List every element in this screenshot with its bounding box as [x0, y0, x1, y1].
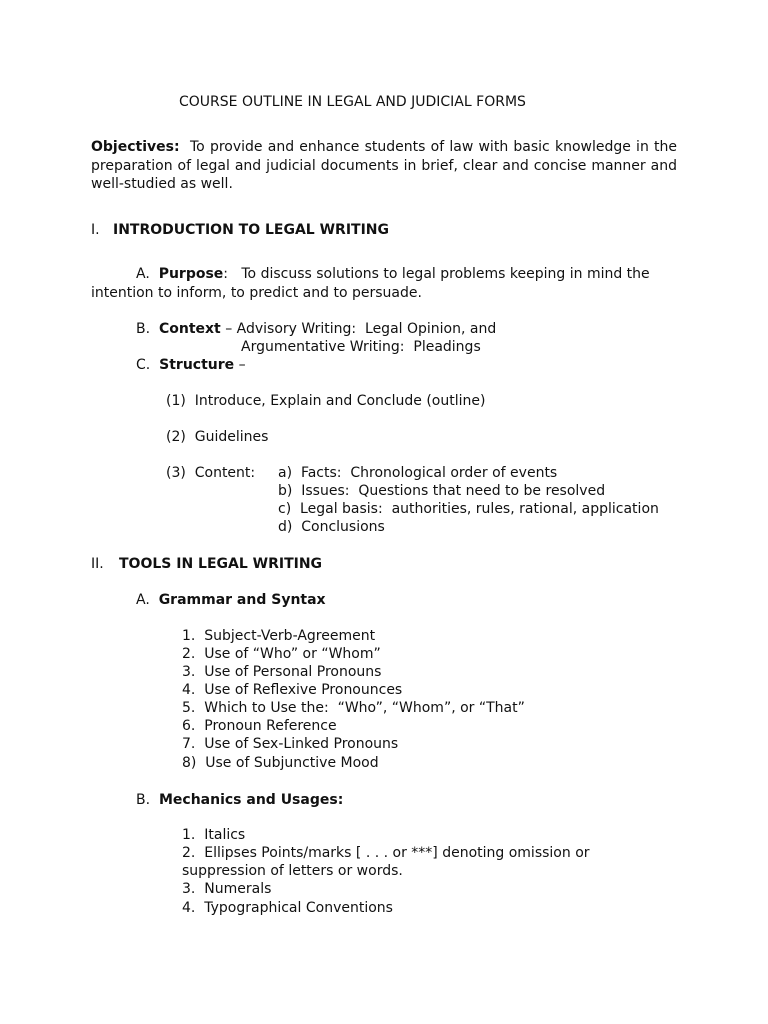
grammar-item: 6. Pronoun Reference [182, 718, 337, 734]
purpose-text-continued: intention to inform, to predict and to persuade. [91, 285, 422, 301]
grammar-item: 8) Use of Subjunctive Mood [182, 755, 379, 771]
grammar-item: 5. Which to Use the: “Who”, “Whom”, or “That” [182, 700, 525, 716]
grammar-item: 7. Use of Sex-Linked Pronouns [182, 736, 399, 752]
grammar-item: 3. Use of Personal Pronouns [182, 664, 382, 680]
mechanics-item-1: 1. Italics [182, 827, 246, 843]
grammar-item: 1. Subject-Verb-Agreement [182, 628, 376, 644]
structure-item-3-label: (3) Content: [166, 465, 256, 481]
grammar-line [136, 591, 326, 609]
purpose-text: To discuss solutions to legal problems keeping in mind the [241, 266, 650, 282]
context-marker: B. [136, 321, 151, 337]
mechanics-marker: B. [136, 792, 151, 808]
mechanics-item-2-continued: suppression of letters or words. [182, 863, 403, 879]
context-line-1: Advisory Writing: Legal Opinion, and [236, 321, 497, 337]
context-line [136, 320, 496, 338]
grammar-marker: A. [136, 592, 150, 608]
context-line-2: Argumentative Writing: Pleadings [241, 339, 481, 355]
section-1-numeral: I. [91, 222, 100, 238]
context-dash: – [225, 321, 233, 337]
structure-line [136, 356, 246, 374]
structure-item-2: (2) Guidelines [166, 429, 269, 445]
page-title: COURSE OUTLINE IN LEGAL AND JUDICIAL FORMS [179, 94, 526, 110]
context-label: Context [158, 321, 221, 337]
objectives-paragraph [91, 138, 677, 194]
objectives-label: Objectives: [91, 139, 180, 155]
content-item: c) Legal basis: authorities, rules, rational, application [278, 501, 659, 517]
purpose-label: Purpose [158, 266, 224, 282]
purpose-colon: : [223, 266, 229, 282]
mechanics-line [136, 791, 343, 809]
mechanics-item-4: 4. Typographical Conventions [182, 900, 393, 916]
content-item: a) Facts: Chronological order of events [278, 465, 558, 481]
grammar-item: 2. Use of “Who” or “Whom” [182, 646, 381, 662]
structure-marker: C. [136, 357, 151, 373]
structure-item-1: (1) Introduce, Explain and Conclude (outline) [166, 393, 486, 409]
purpose-marker: A. [136, 266, 150, 282]
content-item: b) Issues: Questions that need to be resolved [278, 483, 606, 499]
mechanics-label: Mechanics and Usages: [158, 792, 344, 808]
section-2-heading: TOOLS IN LEGAL WRITING [119, 556, 323, 572]
content-item: d) Conclusions [278, 519, 385, 535]
structure-label: Structure [159, 357, 235, 373]
mechanics-item-3: 3. Numerals [182, 881, 272, 897]
section-2-numeral: II. [91, 556, 104, 572]
section-1-heading: INTRODUCTION TO LEGAL WRITING [113, 222, 390, 238]
grammar-label: Grammar and Syntax [158, 592, 326, 608]
objectives-text: To provide and enhance students of law with basic knowledge in the preparation of legal and judicial documents in brief, clear and concise manner and well-studied as well. [91, 139, 678, 192]
structure-dash: – [238, 357, 246, 373]
mechanics-item-2: 2. Ellipses Points/marks [ . . . or ***] denoting omission or [182, 845, 590, 861]
purpose-line [136, 265, 650, 283]
grammar-item: 4. Use of Reflexive Pronounces [182, 682, 403, 698]
